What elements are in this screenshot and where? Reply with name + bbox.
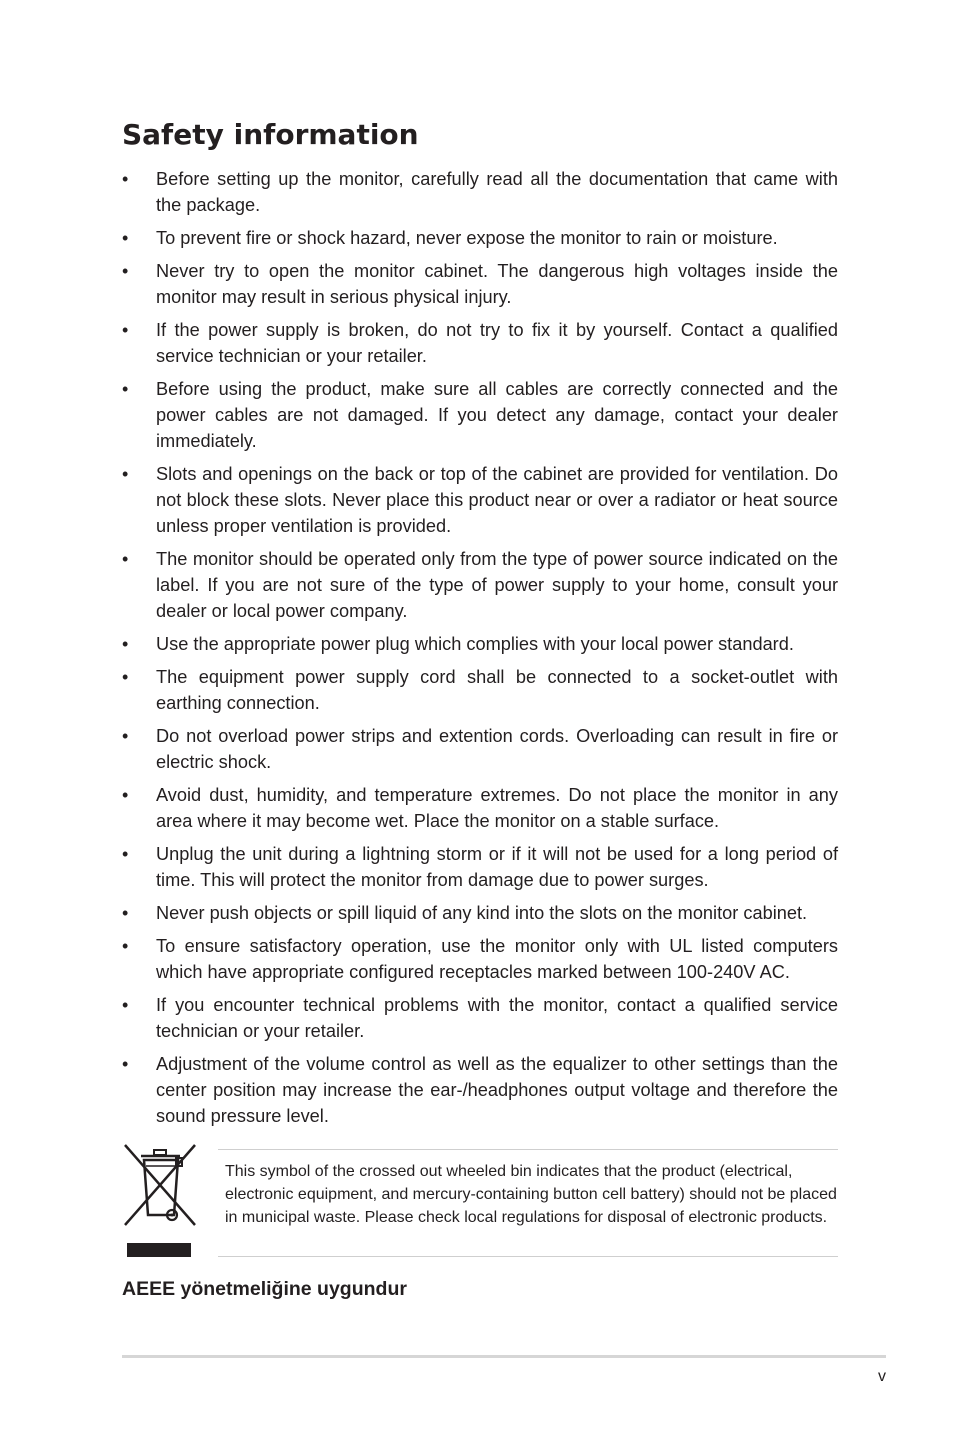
list-item (122, 546, 838, 624)
bullet-text: The equipment power supply cord shall be connected to a socket-outlet with earthing connection. (156, 667, 838, 713)
bullet-icon: • (122, 261, 129, 281)
list-item (122, 933, 838, 985)
list-item (122, 782, 838, 834)
bullet-icon: • (122, 634, 129, 654)
bullet-icon: • (122, 726, 129, 746)
crossed-out-wheeled-bin-icon (122, 1143, 198, 1259)
bullet-text: Never try to open the monitor cabinet. The dangerous high voltages inside the monitor may result in serious physical injury. (156, 261, 838, 307)
bullet-icon: • (122, 464, 129, 484)
list-item (122, 317, 838, 369)
list-item (122, 166, 838, 218)
bullet-icon: • (122, 936, 129, 956)
bullet-icon: • (122, 667, 129, 687)
safety-bullet-list (122, 166, 838, 1136)
bullet-icon: • (122, 379, 129, 399)
list-item (122, 258, 838, 310)
list-item (122, 992, 838, 1044)
bullet-text: Do not overload power strips and extention cords. Overloading can result in fire or electric shock. (156, 726, 838, 772)
list-item (122, 900, 838, 926)
list-item (122, 376, 838, 454)
list-item (122, 225, 838, 251)
bullet-icon: • (122, 549, 129, 569)
list-item (122, 664, 838, 716)
bullet-icon: • (122, 228, 129, 248)
bullet-text: Before setting up the monitor, carefully read all the documentation that came with the package. (156, 169, 838, 215)
bullet-text: Use the appropriate power plug which complies with your local power standard. (156, 634, 794, 654)
bullet-text: To ensure satisfactory operation, use the monitor only with UL listed computers which have appropriate configured receptacles marked between 100-240V AC. (156, 936, 838, 982)
bullet-icon: • (122, 320, 129, 340)
bullet-text: Before using the product, make sure all cables are correctly connected and the power cables are not damaged. If you detect any damage, contact your dealer immediately. (156, 379, 838, 451)
footer-divider (122, 1355, 886, 1358)
bullet-icon: • (122, 169, 129, 189)
bullet-text: If the power supply is broken, do not try to fix it by yourself. Contact a qualified service technician or your retailer. (156, 320, 838, 366)
bullet-text: Never push objects or spill liquid of any kind into the slots on the monitor cabinet. (156, 903, 808, 923)
list-item (122, 723, 838, 775)
bullet-text: To prevent fire or shock hazard, never expose the monitor to rain or moisture. (156, 228, 778, 248)
bullet-text: Adjustment of the volume control as well as the equalizer to other settings than the center position may increase the ear-/headphones output voltage and therefore the sound pressure level. (156, 1054, 838, 1126)
list-item (122, 841, 838, 893)
weee-notice (122, 1143, 838, 1261)
bullet-icon: • (122, 1054, 129, 1074)
bullet-text: Avoid dust, humidity, and temperature extremes. Do not place the monitor in any area where it may become wet. Place the monitor on a stable surface. (156, 785, 838, 831)
bullet-icon: • (122, 995, 129, 1015)
list-item (122, 1051, 838, 1129)
bullet-icon: • (122, 903, 129, 923)
bullet-icon: • (122, 785, 129, 805)
weee-text: This symbol of the crossed out wheeled bin indicates that the product (electrical, electronic equipment, and mercury-containing button cell battery) should not be placed in municipal waste. Please check local regulations for disposal of electronic products. (225, 1163, 837, 1226)
bullet-text: The monitor should be operated only from the type of power source indicated on the label. If you are not sure of the type of power supply to your home, consult your dealer or local power company. (156, 549, 838, 621)
bullet-text: Slots and openings on the back or top of the cabinet are provided for ventilation. Do not block these slots. Never place this product near or over a radiator or heat source unless proper ventilation is provided. (156, 464, 838, 536)
bullet-text: Unplug the unit during a lightning storm or if it will not be used for a long period of time. This will protect the monitor from damage due to power surges. (156, 844, 838, 890)
page-title: Safety information (122, 118, 419, 151)
bullet-icon: • (122, 844, 129, 864)
page-number: v (878, 1368, 886, 1385)
list-item (122, 631, 838, 657)
weee-text-box (218, 1149, 838, 1257)
list-item (122, 461, 838, 539)
bullet-text: If you encounter technical problems with the monitor, contact a qualified service technician or your retailer. (156, 995, 838, 1041)
aeee-heading: AEEE yönetmeliğine uygundur (122, 1278, 407, 1300)
